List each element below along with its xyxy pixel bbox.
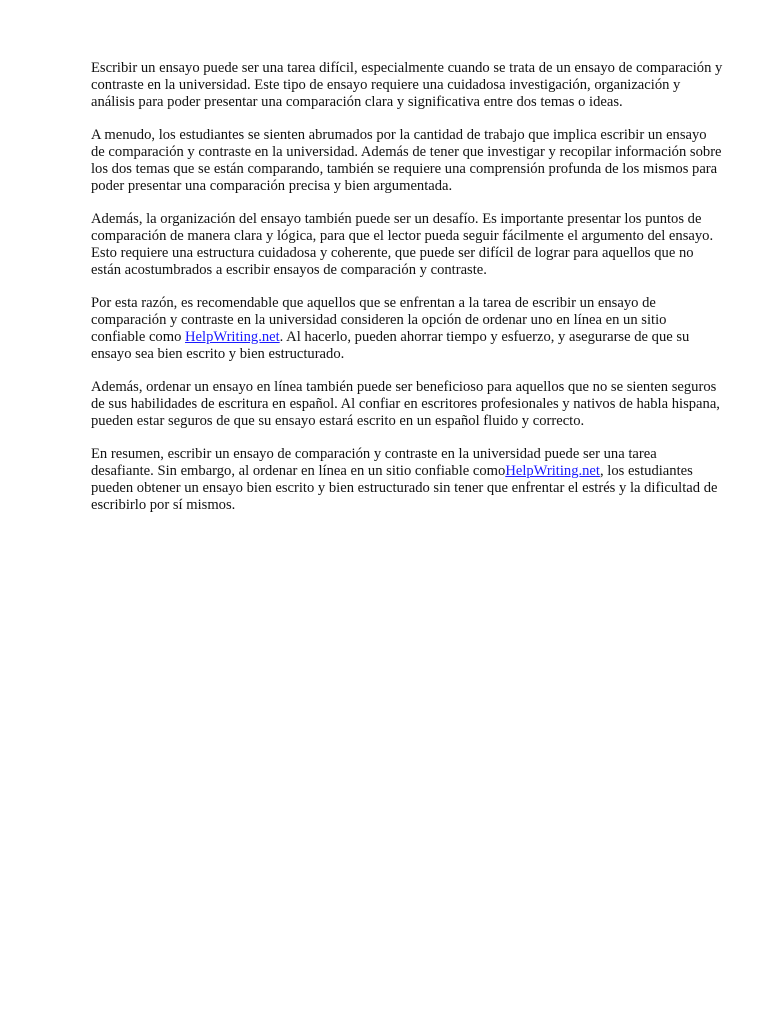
paragraph-3 [91, 211, 723, 278]
paragraph-3-text: Además, la organización del ensayo también puede ser un desafío. Es importante presentar los puntos de comparación de manera clara y lógica, para que el lector pueda seguir fácilmente el argumento del ensayo. Esto requiere una estructura cuidadosa y coherente, que puede ser difícil de lograr para aquellos que no están acostumbrados a escribir ensayos de comparación y contraste. [91, 211, 714, 278]
paragraph-6 [91, 446, 723, 513]
paragraph-1 [91, 60, 723, 110]
document-body [91, 60, 723, 530]
helpwriting-link[interactable]: HelpWriting.net [185, 328, 280, 345]
paragraph-2-text: A menudo, los estudiantes se sienten abrumados por la cantidad de trabajo que implica escribir un ensayo de comparación y contraste en la universidad. Además de tener que investigar y recopilar información sobre los dos temas que se están comparando, también se requiere una comprensión profunda de los mismos para poder presentar una comparación precisa y bien argumentada. [91, 127, 722, 194]
paragraph-5 [91, 379, 723, 429]
helpwriting-link[interactable]: HelpWriting.net [505, 463, 600, 480]
paragraph-1-text: Escribir un ensayo puede ser una tarea difícil, especialmente cuando se trata de un ensayo de comparación y contraste en la universidad. Este tipo de ensayo requiere una cuidadosa investigación, organización y análisis para poder presentar una comparación clara y significativa entre dos temas o ideas. [91, 60, 723, 110]
paragraph-2 [91, 127, 723, 194]
paragraph-6-text-before: En resumen, escribir un ensayo de comparación y contraste en la universidad puede ser una tarea desafiante. Sin embargo, al ordenar en línea en un sitio confiable como [91, 446, 657, 480]
paragraph-4-text-before: Por esta razón, es recomendable que aquellos que se enfrentan a la tarea de escribir un ensayo de comparación y contraste en la universidad consideren la opción de ordenar uno en línea en un sitio confiable como [91, 295, 667, 345]
paragraph-4-text-after: . Al hacerlo, pueden ahorrar tiempo y esfuerzo, y asegurarse de que su ensayo sea bien escrito y bien estructurado. [91, 328, 690, 362]
paragraph-4 [91, 295, 723, 362]
paragraph-5-text: Además, ordenar un ensayo en línea también puede ser beneficioso para aquellos que no se sienten seguros de sus habilidades de escritura en español. Al confiar en escritores profesionales y nativos de habla hispana, pueden estar seguros de que su ensayo estará escrito en un español fluido y correcto. [91, 379, 720, 429]
paragraph-6-text-after: , los estudiantes pueden obtener un ensayo bien escrito y bien estructurado sin tener que enfrentar el estrés y la dificultad de escribirlo por sí mismos. [91, 463, 718, 513]
